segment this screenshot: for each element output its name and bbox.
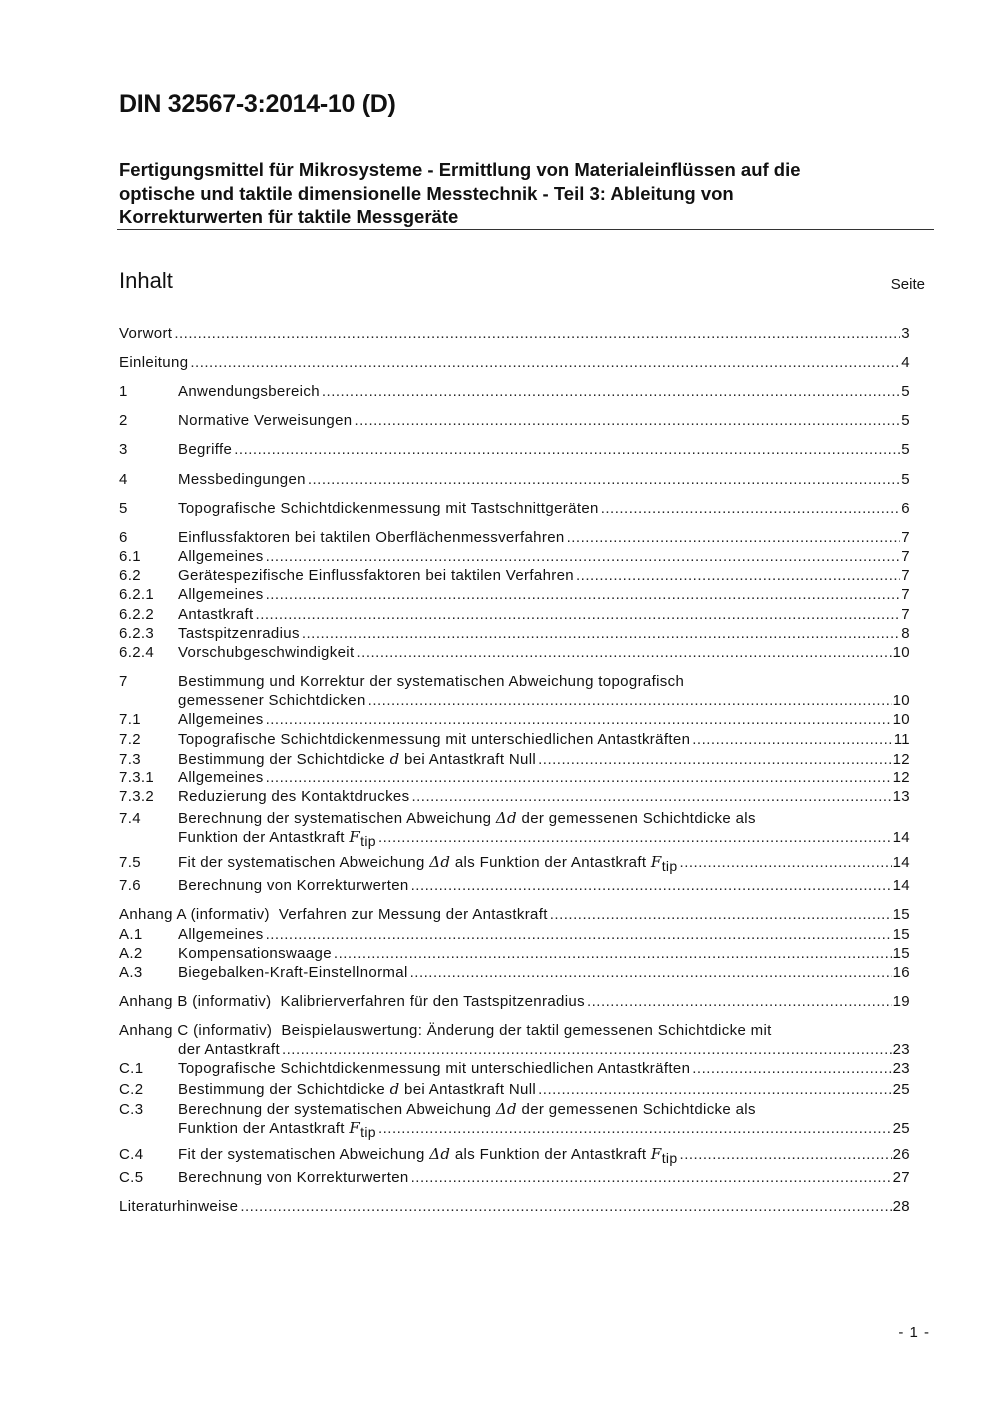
toc-entry-page: 14 bbox=[892, 854, 910, 871]
toc-entry-page: 25 bbox=[892, 1120, 910, 1137]
toc-entry-number: 6.2 bbox=[119, 567, 141, 584]
toc-entry-page: 13 bbox=[892, 788, 910, 805]
toc-entry-page: 23 bbox=[892, 1041, 910, 1058]
title-rule bbox=[117, 229, 934, 230]
toc-entry-number: 6.2.2 bbox=[119, 606, 155, 623]
toc-entry-text: Einleitung bbox=[119, 354, 189, 371]
toc-entry[interactable] bbox=[119, 964, 910, 983]
toc-entry[interactable] bbox=[119, 1060, 910, 1079]
toc-entry-text: Fit der systematischen Abweichung Δd als Funktion der Antastkraft Ftip bbox=[178, 1145, 678, 1166]
toc-entry-page: 15 bbox=[892, 906, 910, 923]
toc-entry-page: 15 bbox=[892, 926, 910, 943]
toc-entry-text: Berechnung von Korrekturwerten bbox=[178, 877, 409, 894]
toc-entry-page: 10 bbox=[892, 692, 910, 709]
toc-entry-number: 7.4 bbox=[119, 810, 141, 827]
toc-entry-text: Topografische Schichtdickenmessung mit unterschiedlichen Antastkräften bbox=[178, 1060, 691, 1077]
toc-entry-page: 7 bbox=[901, 586, 910, 603]
toc-entry-number: 2 bbox=[119, 412, 128, 429]
toc-entry-page: 7 bbox=[901, 606, 910, 623]
toc-entry-text: Berechnung von Korrekturwerten bbox=[178, 1169, 409, 1186]
toc-entry-text: Biegebalken-Kraft-Einstellnormal bbox=[178, 964, 408, 981]
toc-entry[interactable] bbox=[119, 926, 910, 945]
toc-entry[interactable] bbox=[119, 441, 910, 460]
toc-entry-text: Vorschubgeschwindigkeit bbox=[178, 644, 355, 661]
toc-entry-text: Einflussfaktoren bei taktilen Oberflächenmessverfahren bbox=[178, 529, 565, 546]
toc-entry-number: 6.1 bbox=[119, 548, 141, 565]
toc-entry[interactable] bbox=[119, 945, 910, 964]
toc-entry[interactable] bbox=[119, 625, 910, 644]
toc-entry-text: Allgemeines bbox=[178, 769, 264, 786]
toc-entry[interactable] bbox=[119, 1119, 910, 1138]
toc-entry-page: 11 bbox=[893, 731, 910, 748]
toc-entry-number: 5 bbox=[119, 500, 128, 517]
toc-entry-text: Fit der systematischen Abweichung Δd als Funktion der Antastkraft Ftip bbox=[178, 853, 678, 874]
toc-entry[interactable] bbox=[119, 750, 910, 769]
toc-heading: Inhalt bbox=[119, 268, 173, 293]
toc-entry-text: Topografische Schichtdickenmessung mit Tastschnittgeräten bbox=[178, 500, 599, 517]
toc-entry-text: Gerätespezifische Einflussfaktoren bei taktilen Verfahren bbox=[178, 567, 574, 584]
toc-entry[interactable] bbox=[119, 529, 910, 548]
title-line: optische und taktile dimensionelle Messtechnik - Teil 3: Ableitung von bbox=[119, 182, 734, 204]
toc-entry-number: 6.2.4 bbox=[119, 644, 155, 661]
toc-entry-page: 5 bbox=[901, 471, 910, 488]
toc-entry-text: Reduzierung des Kontaktdruckes bbox=[178, 788, 410, 805]
toc-annex-entry[interactable] bbox=[119, 993, 910, 1012]
toc-entry[interactable] bbox=[119, 412, 910, 431]
toc-entry-text: Topografische Schichtdickenmessung mit unterschiedlichen Antastkräften bbox=[178, 731, 691, 748]
toc-entry-text: Normative Verweisungen bbox=[178, 412, 353, 429]
toc-entry-text: Kompensationswaage bbox=[178, 945, 332, 962]
page-number: - 1 - bbox=[898, 1324, 930, 1341]
toc-entry-text: Begriffe bbox=[178, 441, 233, 458]
toc-entry-number: A.3 bbox=[119, 964, 143, 981]
title-line: Fertigungsmittel für Mikrosysteme - Ermittlung von Materialeinflüssen auf die bbox=[119, 159, 801, 180]
toc-entry-number: 7.1 bbox=[119, 711, 141, 728]
toc-entry-page: 10 bbox=[892, 644, 910, 661]
toc-entry-page: 7 bbox=[901, 567, 910, 584]
toc-entry-text: der Antastkraft bbox=[178, 1041, 280, 1058]
toc-entry-line1[interactable] bbox=[119, 1100, 910, 1119]
toc-entry-text: Tastspitzenradius bbox=[178, 625, 300, 642]
toc-entry-number: 7 bbox=[119, 673, 128, 690]
toc-entry-number: C.5 bbox=[119, 1169, 144, 1186]
toc-entry[interactable] bbox=[119, 731, 910, 750]
toc-entry-number: 7.2 bbox=[119, 731, 141, 748]
toc-entry-page: 19 bbox=[892, 993, 910, 1010]
toc-entry-page: 3 bbox=[901, 325, 910, 342]
toc-entry[interactable] bbox=[119, 692, 910, 711]
toc-entry[interactable] bbox=[119, 1145, 910, 1164]
toc-entry-page: 14 bbox=[892, 877, 910, 894]
toc-entry-page: 5 bbox=[901, 441, 910, 458]
toc-entry-page: 28 bbox=[892, 1198, 910, 1215]
toc-entry-text: Allgemeines bbox=[178, 926, 264, 943]
toc-entry-page: 25 bbox=[892, 1081, 910, 1098]
toc-entry-page: 14 bbox=[892, 829, 910, 846]
toc-entry-page: 5 bbox=[901, 383, 910, 400]
toc-entry[interactable] bbox=[119, 567, 910, 586]
toc-entry-page: 16 bbox=[892, 964, 910, 981]
toc-entry-text: Berechnung der systematischen Abweichung Δd der gemessenen Schichtdicke als bbox=[178, 809, 756, 827]
toc-entry-number: A.2 bbox=[119, 945, 143, 962]
toc-entry-number: C.1 bbox=[119, 1060, 144, 1077]
toc-entry-page: 7 bbox=[901, 548, 910, 565]
toc-entry-number: A.1 bbox=[119, 926, 143, 943]
page-column-label: Seite bbox=[890, 276, 925, 293]
toc-entry-number: 6.2.3 bbox=[119, 625, 155, 642]
toc-entry-text: Funktion der Antastkraft Ftip bbox=[178, 828, 376, 849]
toc-entry-text: gemessener Schichtdicken bbox=[178, 692, 366, 709]
toc-entry[interactable] bbox=[119, 828, 910, 847]
toc-entry[interactable] bbox=[119, 1169, 910, 1188]
toc-entry-number: 7.6 bbox=[119, 877, 141, 894]
toc-entry[interactable] bbox=[119, 788, 910, 807]
toc-entry[interactable] bbox=[119, 548, 910, 567]
toc-entry-page: 4 bbox=[901, 354, 910, 371]
toc-entry[interactable] bbox=[119, 354, 910, 373]
toc-entry-page: 12 bbox=[892, 769, 910, 786]
document-id: DIN 32567-3:2014-10 (D) bbox=[119, 90, 396, 118]
toc-entry-number: 1 bbox=[119, 383, 128, 400]
toc-entry-text: Messbedingungen bbox=[178, 471, 306, 488]
toc-entry-number: 6 bbox=[119, 529, 128, 546]
toc-annex-entry-line1[interactable] bbox=[119, 1022, 910, 1041]
toc-entry-text: Anwendungsbereich bbox=[178, 383, 320, 400]
toc-entry-page: 8 bbox=[901, 625, 910, 642]
toc-entry[interactable] bbox=[119, 500, 910, 519]
toc-entry-number: 7.3 bbox=[119, 751, 141, 768]
document-title bbox=[119, 158, 919, 229]
toc-entry-text: Funktion der Antastkraft Ftip bbox=[178, 1119, 376, 1140]
toc-entry-text: Literaturhinweise bbox=[119, 1198, 239, 1215]
toc-entry-number: 6.2.1 bbox=[119, 586, 155, 603]
title-line: Korrekturwerten für taktile Messgeräte bbox=[119, 206, 459, 227]
toc-entry-number: C.2 bbox=[119, 1081, 144, 1098]
toc-entry[interactable] bbox=[119, 325, 910, 344]
toc-entry-number: 7.3.2 bbox=[119, 788, 155, 805]
toc-entry[interactable] bbox=[119, 853, 910, 872]
toc-entry[interactable] bbox=[119, 1198, 910, 1217]
toc-entry[interactable] bbox=[119, 769, 910, 788]
toc-entry-page: 7 bbox=[901, 529, 910, 546]
toc-entry[interactable] bbox=[119, 1080, 910, 1099]
toc-entry-number: 7.3.1 bbox=[119, 769, 155, 786]
toc-entry-text: Allgemeines bbox=[178, 586, 264, 603]
toc-entry-text: Bestimmung der Schichtdicke d bei Antastkraft Null bbox=[178, 1080, 537, 1098]
toc-entry-line1[interactable] bbox=[119, 809, 910, 828]
toc-entry-page: 26 bbox=[892, 1146, 910, 1163]
toc-entry-number: 7.5 bbox=[119, 854, 141, 871]
toc-entry-text: Anhang C (informativ) Beispielauswertung: Änderung der taktil gemessenen Schichtdicke mit bbox=[119, 1022, 772, 1039]
toc-entry-number: C.3 bbox=[119, 1101, 144, 1118]
toc-entry-text: Allgemeines bbox=[178, 548, 264, 565]
toc-entry-number: C.4 bbox=[119, 1146, 144, 1163]
toc-entry-page: 23 bbox=[892, 1060, 910, 1077]
toc-entry[interactable] bbox=[119, 606, 910, 625]
toc-entry-text: Bestimmung und Korrektur der systematischen Abweichung topografisch bbox=[178, 673, 685, 690]
toc-entry[interactable] bbox=[119, 471, 910, 490]
toc-entry-page: 15 bbox=[892, 945, 910, 962]
toc-entry[interactable] bbox=[119, 877, 910, 896]
toc-entry-text: Antastkraft bbox=[178, 606, 254, 623]
toc-entry[interactable] bbox=[119, 383, 910, 402]
toc-entry-number: 4 bbox=[119, 471, 128, 488]
toc-entry-page: 12 bbox=[892, 751, 910, 768]
toc-entry-text: Anhang B (informativ) Kalibrierverfahren für den Tastspitzenradius bbox=[119, 993, 585, 1010]
toc-entry-page: 5 bbox=[901, 412, 910, 429]
toc-entry[interactable] bbox=[119, 586, 910, 605]
toc-entry-number: 3 bbox=[119, 441, 128, 458]
toc-annex-entry[interactable] bbox=[119, 906, 910, 925]
toc-annex-entry[interactable] bbox=[119, 1041, 910, 1060]
toc-entry-page: 27 bbox=[892, 1169, 910, 1186]
toc-entry[interactable] bbox=[119, 644, 910, 663]
toc-entry-text: Anhang A (informativ) Verfahren zur Messung der Antastkraft bbox=[119, 906, 548, 923]
toc-entry-page: 6 bbox=[901, 500, 910, 517]
toc-entry-text: Allgemeines bbox=[178, 711, 264, 728]
toc-entry-text: Vorwort bbox=[119, 325, 173, 342]
toc-entry-line1[interactable] bbox=[119, 673, 910, 692]
toc-entry-text: Bestimmung der Schichtdicke d bei Antastkraft Null bbox=[178, 750, 537, 768]
toc-entry[interactable] bbox=[119, 711, 910, 730]
toc-entry-text: Berechnung der systematischen Abweichung Δd der gemessenen Schichtdicke als bbox=[178, 1100, 756, 1118]
toc-entry-page: 10 bbox=[892, 711, 910, 728]
